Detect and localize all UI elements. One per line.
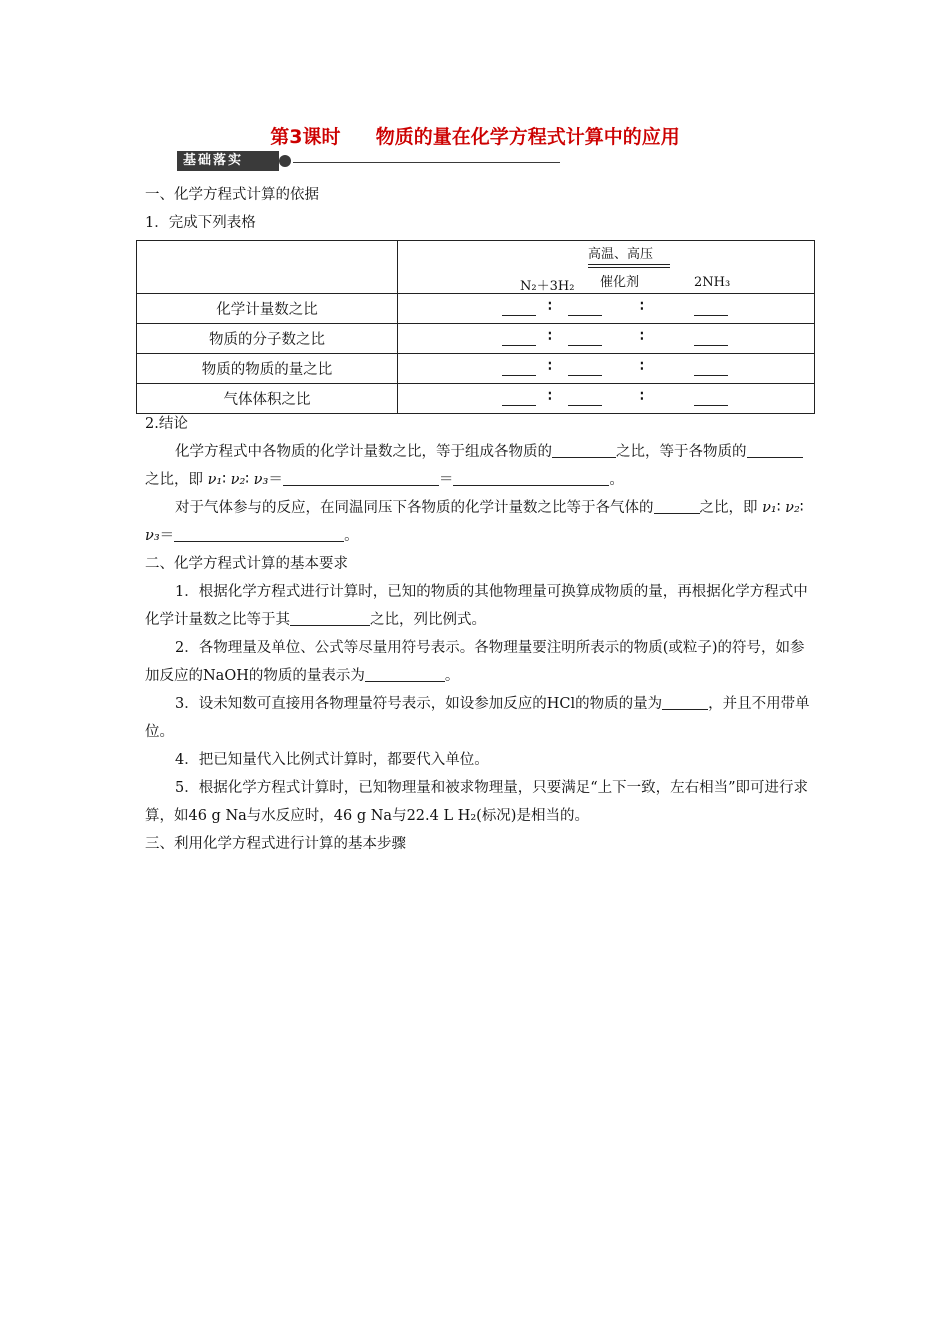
ratio-table <box>136 240 815 414</box>
equation-product: 2NH₃ <box>694 275 731 290</box>
equal-sign: ＝ <box>268 472 283 488</box>
answer-blank[interactable] <box>552 441 616 458</box>
ratio-colon: ∶ <box>640 388 644 405</box>
table-row <box>137 324 815 354</box>
table-row <box>137 354 815 384</box>
reversible-arrow-icon <box>588 264 670 265</box>
answer-blank[interactable] <box>502 315 536 316</box>
answer-blank[interactable] <box>694 375 728 376</box>
ratio-colon: ∶ <box>548 328 552 345</box>
period: 。 <box>344 528 359 544</box>
requirement-text: 。 <box>444 668 460 684</box>
row-label: 化学计量数之比 <box>137 294 398 324</box>
requirement-2 <box>145 634 810 690</box>
symbol-v2: ν₂ <box>785 500 800 516</box>
answer-blank[interactable] <box>568 405 602 406</box>
ratio-colon: ∶ <box>222 472 227 488</box>
requirement-text: 1．根据化学方程式进行计算时，已知的物质的其他物理量可换算成物质的量，再根据化学方程式中化学计量数之比等于其 <box>145 584 808 628</box>
equation-cell <box>398 241 815 294</box>
requirement-text: 之比，列比例式。 <box>370 612 486 628</box>
item-1-label: 1．完成下列表格 <box>145 215 256 231</box>
requirement-1 <box>145 578 810 634</box>
period: 。 <box>609 472 624 488</box>
answer-blank[interactable] <box>453 469 609 486</box>
answer-blank[interactable] <box>568 345 602 346</box>
answer-blank[interactable] <box>502 375 536 376</box>
conclusion-text: 化学方程式中各物质的化学计量数之比，等于组成各物质的 <box>175 444 552 460</box>
answer-blank[interactable] <box>290 609 370 626</box>
answer-blank[interactable] <box>694 345 728 346</box>
answer-blank[interactable] <box>654 497 700 514</box>
requirement-3 <box>145 690 810 746</box>
row-label: 气体体积之比 <box>137 384 398 414</box>
requirement-5: 5．根据化学方程式计算时，已知物理量和被求物理量，只要满足“上下一致，左右相当”即可进行求算，如46 g Na与水反应时，46 g Na与22.4 L H₂(标况)是相当的。 <box>145 780 809 824</box>
requirement-text: ，并且不用带单位。 <box>145 696 810 740</box>
conclusion-text: 对于气体参与的反应，在同温同压下各物质的化学计量数之比等于各气体的 <box>175 500 654 516</box>
equation-condition-top: 高温、高压 <box>588 247 654 262</box>
answer-blank[interactable] <box>283 469 439 486</box>
conclusion-text: 之比，即 <box>699 500 758 516</box>
equation-reactants: N₂＋3H₂ <box>520 279 575 294</box>
equal-sign: ＝ <box>438 472 454 488</box>
ratio-colon: ∶ <box>548 358 552 375</box>
ratio-colon: ∶ <box>548 388 552 405</box>
banner-label: 基础落实 <box>177 151 279 171</box>
answer-blank[interactable] <box>662 693 708 710</box>
symbol-v1: ν₁ <box>762 500 777 516</box>
conclusion-text: 之比，等于各物质的 <box>616 444 747 460</box>
section-2-heading: 二、化学方程式计算的基本要求 <box>145 556 348 572</box>
answer-blank[interactable] <box>174 525 344 542</box>
answer-blank[interactable] <box>568 315 602 316</box>
page-title <box>0 122 950 149</box>
ratio-colon: ∶ <box>245 472 250 488</box>
table-row <box>137 294 815 324</box>
lesson-number: 第3课时 <box>270 126 341 148</box>
lesson-topic: 物质的量在化学方程式计算中的应用 <box>375 126 680 148</box>
ratio-colon: ∶ <box>640 358 644 375</box>
ratio-colon: ∶ <box>640 298 644 315</box>
section-1-heading: 一、化学方程式计算的依据 <box>145 187 319 203</box>
answer-blank[interactable] <box>502 345 536 346</box>
banner-dot-icon <box>279 155 291 167</box>
requirement-text: 3．设未知数可直接用各物理量符号表示，如设参加反应的HCl的物质的量为 <box>175 696 663 712</box>
row-label: 物质的分子数之比 <box>137 324 398 354</box>
conclusion-paragraph-1 <box>145 438 810 494</box>
symbol-v3: ν₃ <box>145 528 160 544</box>
answer-blank[interactable] <box>694 315 728 316</box>
banner-rule <box>293 162 560 163</box>
equal-sign: ＝ <box>159 528 175 544</box>
requirement-text: 2．各物理量及单位、公式等尽量用符号表示。各物理量要注明所表示的物质(或粒子)的符号，如参加反应的NaOH的物质的量表示为 <box>145 640 805 684</box>
ratio-colon: ∶ <box>776 500 781 516</box>
conclusion-paragraph-2 <box>145 494 810 550</box>
conclusion-text: 之比，即 <box>145 472 203 488</box>
section-3-heading: 三、利用化学方程式进行计算的基本步骤 <box>145 836 406 852</box>
symbol-v3: ν₃ <box>253 472 269 488</box>
answer-blank[interactable] <box>502 405 536 406</box>
reversible-arrow-lower <box>588 267 670 268</box>
answer-blank[interactable] <box>568 375 602 376</box>
symbol-v2: ν₂ <box>230 472 246 488</box>
answer-blank[interactable] <box>747 441 803 458</box>
answer-blank[interactable] <box>365 665 445 682</box>
table-row <box>137 384 815 414</box>
ratio-colon: ∶ <box>548 298 552 315</box>
ratio-colon: ∶ <box>799 500 804 516</box>
table-corner-cell <box>137 241 398 294</box>
requirement-4: 4．把已知量代入比例式计算时，都要代入单位。 <box>175 752 489 768</box>
equation-condition-bottom: 催化剂 <box>600 275 640 290</box>
item-2-label: 2.结论 <box>145 416 188 432</box>
answer-blank[interactable] <box>694 405 728 406</box>
row-label: 物质的物质的量之比 <box>137 354 398 384</box>
ratio-colon: ∶ <box>640 328 644 345</box>
symbol-v1: ν₁ <box>207 472 223 488</box>
